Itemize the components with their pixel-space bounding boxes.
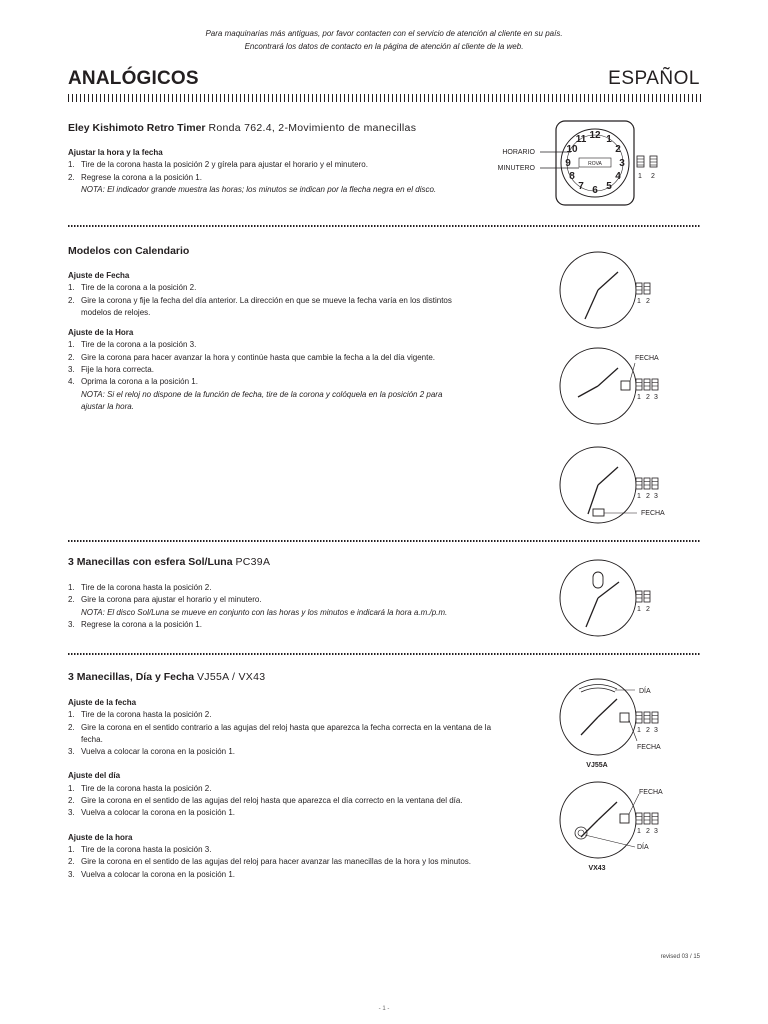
list-item: 3. Vuelva a colocar la corona en la posición 1. — [68, 808, 236, 818]
section1-title — [68, 122, 416, 134]
crown-pos-2-icon — [636, 591, 650, 602]
list-item: 3. Vuelva a colocar la corona en la posición 1. — [68, 869, 236, 879]
crown-pos-3-icon — [636, 712, 658, 723]
dia-label: DÍA — [639, 688, 651, 695]
section2-steps-hora — [68, 339, 468, 388]
section4-heading-hora: Ajuste de la hora — [68, 832, 133, 842]
minute-hand — [598, 582, 619, 598]
model-label-vx43: VX43 — [588, 865, 606, 872]
list-item: 2. Gire la corona para hacer avanzar la hora y continúe hasta que cambie la fecha a la del día vigente. — [68, 352, 435, 362]
header-note-line-2: Encontrará los datos de contacto en la página de atención al cliente de la web. — [244, 42, 524, 51]
dial-number: 12 — [589, 130, 601, 141]
section4-steps-fecha — [68, 709, 508, 758]
list-item: 1. Tire de la corona hasta la posición 2 y gírela para ajustar el horario y el minutero. — [68, 160, 368, 170]
list-item: 2. Gire la corona en el sentido contrario a las agujas del reloj hasta que aparezca la fecha correcta en la ventana de la fecha. — [68, 722, 492, 744]
fecha-label: FECHA — [635, 355, 659, 362]
section4-heading-fecha: Ajuste de la fecha — [68, 698, 137, 707]
crown-pos-label: 3 — [654, 727, 658, 734]
crown-pos-label: 2 — [646, 298, 650, 305]
list-item: 2. Gire la corona en el sentido de las agujas del reloj para hacer avanzar las manecillas de la hora y los minutos. — [68, 857, 471, 867]
crown-pos-label: 2 — [646, 828, 650, 835]
list-item: 3. Vuelva a colocar la corona en la posición 1. — [68, 747, 236, 757]
crown-pos-label: 2 — [646, 727, 650, 734]
fecha-pointer — [630, 363, 635, 381]
dial-number: 4 — [615, 171, 621, 182]
crown-pos-label: 3 — [654, 828, 658, 835]
crown-pos-label: 1 — [637, 493, 641, 500]
hour-hand — [581, 717, 598, 735]
dial-number: 11 — [575, 134, 587, 145]
section2-instructions — [68, 270, 468, 413]
crown-pos-1-icon — [637, 156, 644, 167]
fecha-label: FECHA — [641, 510, 665, 517]
crown-pos-3-icon — [636, 478, 658, 489]
dial-number: 9 — [565, 158, 571, 169]
section1-heading: Ajustar la hora y la fecha — [68, 148, 163, 157]
hour-hand — [586, 598, 598, 627]
list-item: 2. Gire la corona en el sentido de las agujas del reloj hasta que aparezca el día correcto en la ventana del día. — [68, 796, 463, 806]
dia-pointer — [585, 835, 635, 847]
fecha-pointer — [629, 794, 639, 814]
retro-timer-figure — [495, 118, 705, 213]
section1-title-main: Eley Kishimoto Retro Timer — [68, 122, 206, 134]
section1-subtitle: Ronda 762.4, 2-Movimiento de manecillas — [208, 122, 417, 134]
list-item: 1. Tire de la corona hasta la posición 2. — [68, 710, 212, 720]
section3-title-main: 3 Manecillas con esfera Sol/Luna — [68, 556, 233, 568]
crown-pos-label: 2 — [646, 394, 650, 401]
model-label-vj55a: VJ55A — [586, 762, 608, 769]
section2-heading-hora: Ajuste de la Hora — [68, 328, 134, 338]
date-window — [620, 713, 629, 722]
header-hatch-rule — [68, 94, 701, 102]
dial-number: 5 — [606, 181, 612, 192]
crown-pos-label: 2 — [651, 173, 655, 180]
section3-instructions — [68, 582, 447, 631]
header-note-line-1: Para maquinarias más antiguas, por favor contacten con el servicio de atención al cliente en su país. — [205, 29, 563, 38]
section2-note: NOTA: Si el reloj no dispone de la función de fecha, tire de la corona y colóquela en la posición 2 para ajustar la hora. — [81, 389, 443, 411]
crown-pos-label: 1 — [637, 298, 641, 305]
list-item: 1. Tire de la corona a la posición 3. — [68, 340, 197, 350]
list-item: 1. Tire de la corona hasta la posición 2. — [68, 783, 212, 793]
dial-number: 10 — [566, 144, 578, 155]
sun-moon-window — [593, 572, 603, 588]
crown-pos-label: 2 — [646, 606, 650, 613]
minute-hand — [598, 699, 617, 717]
section2-steps-fecha — [68, 282, 468, 319]
date-window — [620, 814, 629, 823]
crown-pos-3-icon — [636, 813, 658, 824]
dial-brand: ROVA — [588, 161, 602, 167]
crown-pos-label: 1 — [638, 173, 642, 180]
list-item: 1. Tire de la corona hasta la posición 3. — [68, 844, 212, 854]
hour-hand — [578, 386, 598, 397]
language-label: ESPAÑOL — [608, 68, 700, 89]
dial-number: 3 — [619, 158, 625, 169]
dial-number: 8 — [569, 171, 575, 182]
section2-title: Modelos con Calendario — [68, 245, 190, 257]
section-divider — [68, 653, 701, 655]
section1-instructions — [68, 147, 436, 196]
day-date-figures — [555, 675, 705, 880]
hour-hand — [585, 290, 598, 319]
date-window — [593, 509, 604, 516]
minute-hand — [598, 467, 618, 485]
crown-pos-label: 1 — [637, 727, 641, 734]
list-item: 2. Gire la corona para ajustar el horario y el minutero. — [68, 595, 262, 605]
section-divider — [68, 225, 701, 227]
crown-pos-2-icon — [650, 156, 657, 167]
crown-pos-label: 1 — [637, 394, 641, 401]
section2-heading-fecha: Ajuste de Fecha — [68, 271, 130, 280]
crown-pos-label: 1 — [637, 606, 641, 613]
date-window — [621, 381, 630, 390]
minute-hand — [598, 272, 618, 290]
revised-date: revised 03 / 15 — [660, 954, 700, 960]
crown-pos-label: 3 — [654, 394, 658, 401]
section3-title — [68, 556, 270, 568]
dial-number: 2 — [615, 144, 621, 155]
list-item: 3. Fije la hora correcta. — [68, 365, 154, 375]
list-item: 2. Gire la corona y fije la fecha del día anterior. La dirección en que se mueve la fecha varía en los distintos modelos de relojes. — [68, 295, 452, 317]
list-item: 2. Regrese la corona a la posición 1. — [68, 172, 202, 182]
sun-moon-figure — [555, 555, 705, 645]
section4-steps-dia — [68, 783, 508, 820]
page-number: - 1 - — [378, 1006, 390, 1012]
page-title: ANALÓGICOS — [68, 68, 199, 89]
section4-subtitle: VJ55A / VX43 — [196, 671, 266, 683]
dia-label: DÍA — [637, 844, 649, 851]
section3-note: NOTA: El disco Sol/Luna se mueve en conjunto con las horas y los minutos e indicará la hora a.m./p.m. — [81, 607, 448, 617]
crown-pos-label: 3 — [654, 493, 658, 500]
dial-number: 1 — [606, 134, 612, 145]
dial-number: 7 — [578, 181, 584, 192]
section3-steps-2 — [68, 619, 447, 631]
fecha-label: FECHA — [639, 789, 663, 796]
section4-title — [68, 671, 265, 683]
calendar-figures — [555, 245, 705, 530]
list-item: 1. Tire de la corona a la posición 2. — [68, 283, 197, 293]
section3-steps — [68, 582, 447, 607]
minute-hand — [598, 802, 617, 820]
section4-title-main: 3 Manecillas, Día y Fecha — [68, 671, 195, 683]
crown-pos-label: 1 — [637, 828, 641, 835]
horario-label: HORARIO — [502, 149, 535, 156]
section4-heading-dia: Ajuste del día — [68, 771, 121, 781]
section1-note: NOTA: El indicador grande muestra las horas; los minutos se indican por la flecha negra en el disco. — [81, 184, 437, 194]
crown-pos-3-icon — [636, 379, 658, 390]
crown-pos-label: 2 — [646, 493, 650, 500]
list-item: 1. Tire de la corona hasta la posición 2. — [68, 583, 212, 592]
section4-steps-hora — [68, 844, 508, 881]
section-divider — [68, 540, 701, 542]
list-item: 3. Regrese la corona a la posición 1. — [68, 619, 202, 629]
section1-steps — [68, 159, 436, 184]
minutero-label: MINUTERO — [497, 165, 535, 172]
crown-pos-2-icon — [636, 283, 650, 294]
section4-instructions — [68, 697, 508, 881]
section3-subtitle: PC39A — [235, 556, 271, 568]
list-item: 4. Oprima la corona a la posición 1. — [68, 377, 198, 387]
minute-hand — [598, 368, 618, 386]
fecha-label: FECHA — [637, 744, 661, 751]
dial-number: 6 — [592, 185, 598, 196]
